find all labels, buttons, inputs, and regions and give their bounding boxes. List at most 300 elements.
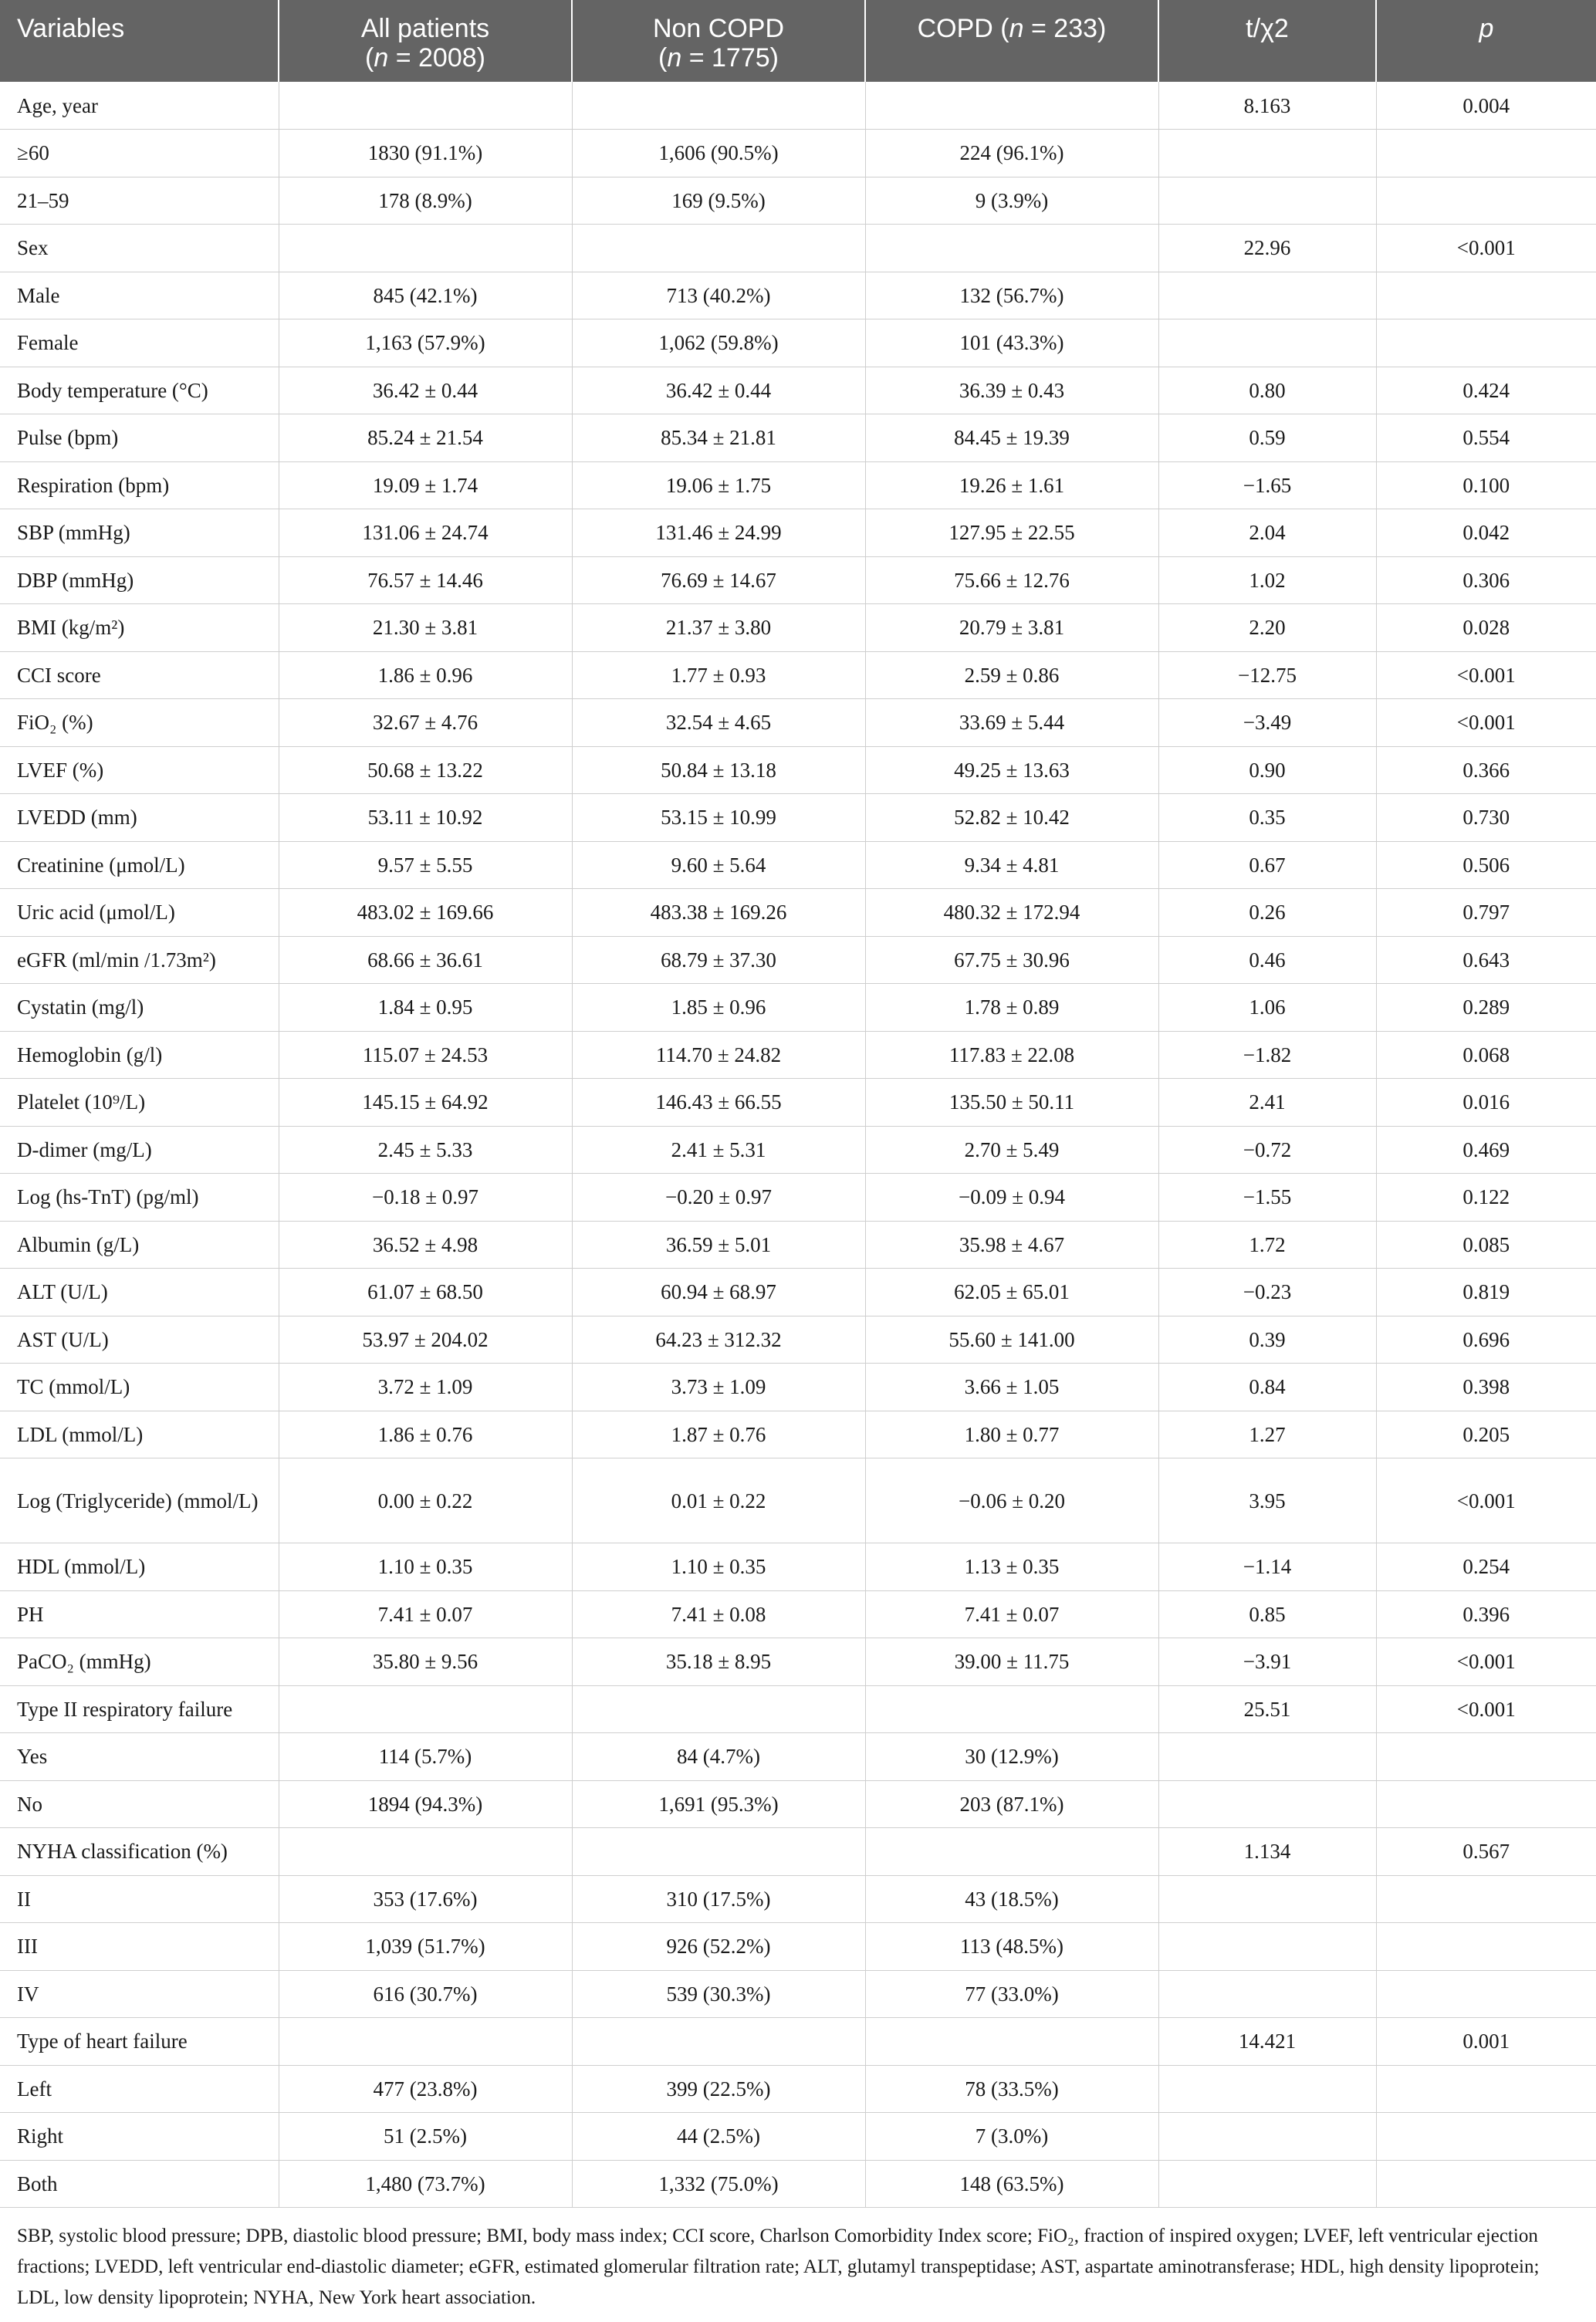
cell-statistic: 0.46 — [1158, 936, 1376, 984]
cell-statistic: 8.163 — [1158, 82, 1376, 130]
cell-all-patients — [279, 225, 572, 272]
cell-p-value: 0.016 — [1376, 1079, 1596, 1127]
table-row — [0, 1923, 1596, 1971]
table-row — [0, 414, 1596, 462]
cell-non-copd: 44 (2.5%) — [572, 2113, 865, 2161]
cell-variable: Right — [0, 2113, 279, 2161]
cell-all-patients: 19.09 ± 1.74 — [279, 461, 572, 509]
cell-all-patients: 50.68 ± 13.22 — [279, 746, 572, 794]
cell-statistic — [1158, 319, 1376, 367]
table-row — [0, 841, 1596, 889]
cell-statistic: 1.72 — [1158, 1221, 1376, 1269]
cell-p-value: 0.424 — [1376, 367, 1596, 414]
cell-variable: Creatinine (μmol/L) — [0, 841, 279, 889]
cell-variable: Log (Triglyceride) (mmol/L) — [0, 1458, 279, 1543]
cell-copd: 224 (96.1%) — [865, 130, 1158, 177]
cell-all-patients — [279, 2018, 572, 2066]
cell-all-patients: 115.07 ± 24.53 — [279, 1031, 572, 1079]
cell-variable: Respiration (bpm) — [0, 461, 279, 509]
table-row — [0, 746, 1596, 794]
cell-non-copd: 76.69 ± 14.67 — [572, 556, 865, 604]
table-header-row — [0, 0, 1596, 82]
table-row — [0, 1174, 1596, 1222]
cell-copd: 113 (48.5%) — [865, 1923, 1158, 1971]
cell-all-patients: 1894 (94.3%) — [279, 1780, 572, 1828]
cell-variable: BMI (kg/m²) — [0, 604, 279, 652]
cell-statistic: 0.39 — [1158, 1316, 1376, 1364]
cell-non-copd: 32.54 ± 4.65 — [572, 699, 865, 747]
header-p-value — [1376, 0, 1596, 82]
cell-copd: 2.59 ± 0.86 — [865, 651, 1158, 699]
header-non-n-label: n — [667, 43, 682, 73]
table-row — [0, 556, 1596, 604]
cell-all-patients: 2.45 ± 5.33 — [279, 1126, 572, 1174]
cell-variable: SBP (mmHg) — [0, 509, 279, 557]
cell-non-copd: 19.06 ± 1.75 — [572, 461, 865, 509]
cell-p-value: 0.001 — [1376, 2018, 1596, 2066]
cell-p-value — [1376, 1780, 1596, 1828]
cell-copd — [865, 225, 1158, 272]
cell-non-copd: 1,691 (95.3%) — [572, 1780, 865, 1828]
cell-non-copd: 64.23 ± 312.32 — [572, 1316, 865, 1364]
cell-all-patients: 145.15 ± 64.92 — [279, 1079, 572, 1127]
cell-all-patients: 353 (17.6%) — [279, 1875, 572, 1923]
cell-all-patients — [279, 1828, 572, 1876]
cell-statistic: 1.06 — [1158, 984, 1376, 1032]
cell-copd: 1.78 ± 0.89 — [865, 984, 1158, 1032]
cell-non-copd: 50.84 ± 13.18 — [572, 746, 865, 794]
cell-variable: PH — [0, 1590, 279, 1638]
table-row — [0, 1316, 1596, 1364]
cell-statistic: 0.26 — [1158, 889, 1376, 937]
cell-variable: Type of heart failure — [0, 2018, 279, 2066]
cell-variable: Uric acid (μmol/L) — [0, 889, 279, 937]
cell-statistic — [1158, 2065, 1376, 2113]
cell-p-value: 0.730 — [1376, 794, 1596, 842]
cell-copd: 20.79 ± 3.81 — [865, 604, 1158, 652]
cell-statistic: 2.04 — [1158, 509, 1376, 557]
cell-all-patients: 114 (5.7%) — [279, 1733, 572, 1781]
cell-non-copd: 36.42 ± 0.44 — [572, 367, 865, 414]
cell-variable: AST (U/L) — [0, 1316, 279, 1364]
header-all-title: All patients — [360, 14, 490, 43]
cell-statistic: 0.80 — [1158, 367, 1376, 414]
cell-copd: 62.05 ± 65.01 — [865, 1269, 1158, 1316]
cell-p-value: <0.001 — [1376, 699, 1596, 747]
cell-copd: 84.45 ± 19.39 — [865, 414, 1158, 462]
cell-p-value: 0.398 — [1376, 1364, 1596, 1411]
cell-non-copd: 0.01 ± 0.22 — [572, 1458, 865, 1543]
cell-p-value: 0.068 — [1376, 1031, 1596, 1079]
cell-p-value: 0.100 — [1376, 461, 1596, 509]
table-row — [0, 1221, 1596, 1269]
cell-variable: Cystatin (mg/l) — [0, 984, 279, 1032]
cell-p-value — [1376, 272, 1596, 319]
cell-copd: 52.82 ± 10.42 — [865, 794, 1158, 842]
table-row — [0, 2065, 1596, 2113]
cell-non-copd — [572, 1828, 865, 1876]
header-copd-title: COPD ( — [917, 14, 1009, 43]
cell-copd: 148 (63.5%) — [865, 2160, 1158, 2208]
cell-statistic: −1.14 — [1158, 1543, 1376, 1591]
cell-statistic: 2.20 — [1158, 604, 1376, 652]
cell-variable: CCI score — [0, 651, 279, 699]
cell-p-value: 0.506 — [1376, 841, 1596, 889]
cell-variable: Albumin (g/L) — [0, 1221, 279, 1269]
table-row — [0, 604, 1596, 652]
table-row — [0, 1685, 1596, 1733]
table-row — [0, 1458, 1596, 1543]
cell-all-patients: 131.06 ± 24.74 — [279, 509, 572, 557]
header-statistic — [1158, 0, 1376, 82]
cell-non-copd — [572, 225, 865, 272]
cell-non-copd: 68.79 ± 37.30 — [572, 936, 865, 984]
table-row — [0, 177, 1596, 225]
cell-all-patients: 32.67 ± 4.76 — [279, 699, 572, 747]
cell-p-value: 0.554 — [1376, 414, 1596, 462]
cell-p-value: 0.205 — [1376, 1411, 1596, 1458]
table-row — [0, 936, 1596, 984]
cell-copd: 3.66 ± 1.05 — [865, 1364, 1158, 1411]
header-variables-label: Variables — [17, 14, 125, 43]
cell-p-value — [1376, 2113, 1596, 2161]
table-row — [0, 651, 1596, 699]
cell-copd: 78 (33.5%) — [865, 2065, 1158, 2113]
cell-non-copd: 85.34 ± 21.81 — [572, 414, 865, 462]
cell-all-patients: 483.02 ± 169.66 — [279, 889, 572, 937]
cell-non-copd: 36.59 ± 5.01 — [572, 1221, 865, 1269]
cell-all-patients — [279, 1685, 572, 1733]
cell-copd: 19.26 ± 1.61 — [865, 461, 1158, 509]
cell-non-copd: 146.43 ± 66.55 — [572, 1079, 865, 1127]
cell-statistic: 0.90 — [1158, 746, 1376, 794]
cell-p-value: 0.797 — [1376, 889, 1596, 937]
cell-statistic — [1158, 1875, 1376, 1923]
cell-variable: Log (hs-TnT) (pg/ml) — [0, 1174, 279, 1222]
cell-all-patients: 7.41 ± 0.07 — [279, 1590, 572, 1638]
table-body — [0, 82, 1596, 2208]
cell-statistic: 0.85 — [1158, 1590, 1376, 1638]
table-row — [0, 1411, 1596, 1458]
cell-all-patients: 1,039 (51.7%) — [279, 1923, 572, 1971]
cell-all-patients: 85.24 ± 21.54 — [279, 414, 572, 462]
cell-statistic — [1158, 1780, 1376, 1828]
cell-non-copd: 131.46 ± 24.99 — [572, 509, 865, 557]
cell-non-copd: 3.73 ± 1.09 — [572, 1364, 865, 1411]
cell-copd: 7.41 ± 0.07 — [865, 1590, 1158, 1638]
cell-copd: 7 (3.0%) — [865, 2113, 1158, 2161]
table-row — [0, 1970, 1596, 2018]
cell-variable: Hemoglobin (g/l) — [0, 1031, 279, 1079]
cell-copd: 36.39 ± 0.43 — [865, 367, 1158, 414]
cell-all-patients: 68.66 ± 36.61 — [279, 936, 572, 984]
cell-copd: 117.83 ± 22.08 — [865, 1031, 1158, 1079]
header-all-n-value: = 2008) — [388, 43, 485, 73]
cell-all-patients: 1.84 ± 0.95 — [279, 984, 572, 1032]
cell-all-patients: 1.86 ± 0.96 — [279, 651, 572, 699]
cell-non-copd: 53.15 ± 10.99 — [572, 794, 865, 842]
cell-variable: Body temperature (°C) — [0, 367, 279, 414]
cell-statistic — [1158, 130, 1376, 177]
cell-variable: Sex — [0, 225, 279, 272]
cell-copd: 30 (12.9%) — [865, 1733, 1158, 1781]
cell-all-patients: 178 (8.9%) — [279, 177, 572, 225]
cell-non-copd: −0.20 ± 0.97 — [572, 1174, 865, 1222]
cell-non-copd: 60.94 ± 68.97 — [572, 1269, 865, 1316]
cell-copd: 132 (56.7%) — [865, 272, 1158, 319]
cell-statistic: 2.41 — [1158, 1079, 1376, 1127]
cell-p-value — [1376, 319, 1596, 367]
cell-copd: 35.98 ± 4.67 — [865, 1221, 1158, 1269]
cell-all-patients: 9.57 ± 5.55 — [279, 841, 572, 889]
cell-variable: LVEDD (mm) — [0, 794, 279, 842]
cell-statistic: 0.59 — [1158, 414, 1376, 462]
table-row — [0, 1638, 1596, 1686]
cell-non-copd: 1.85 ± 0.96 — [572, 984, 865, 1032]
header-statistic-label: t/χ2 — [1246, 14, 1289, 43]
cell-variable: Left — [0, 2065, 279, 2113]
cell-p-value: 0.366 — [1376, 746, 1596, 794]
cell-variable: Age, year — [0, 82, 279, 130]
cell-all-patients: 53.97 ± 204.02 — [279, 1316, 572, 1364]
table-row — [0, 130, 1596, 177]
cell-p-value — [1376, 1733, 1596, 1781]
cell-all-patients: 61.07 ± 68.50 — [279, 1269, 572, 1316]
cell-copd: 135.50 ± 50.11 — [865, 1079, 1158, 1127]
cell-all-patients: 1.10 ± 0.35 — [279, 1543, 572, 1591]
cell-non-copd: 1,062 (59.8%) — [572, 319, 865, 367]
cell-non-copd: 9.60 ± 5.64 — [572, 841, 865, 889]
cell-copd — [865, 82, 1158, 130]
table-row — [0, 225, 1596, 272]
cell-p-value: <0.001 — [1376, 1638, 1596, 1686]
cell-all-patients — [279, 82, 572, 130]
table-row — [0, 509, 1596, 557]
header-non-n-value: = 1775) — [681, 43, 779, 73]
cell-statistic: 1.134 — [1158, 1828, 1376, 1876]
cell-copd: 9 (3.9%) — [865, 177, 1158, 225]
table-row — [0, 1126, 1596, 1174]
cell-statistic — [1158, 272, 1376, 319]
cell-copd: 1.13 ± 0.35 — [865, 1543, 1158, 1591]
cell-variable: Type II respiratory failure — [0, 1685, 279, 1733]
cell-non-copd — [572, 1685, 865, 1733]
table-row — [0, 1031, 1596, 1079]
cell-copd: 203 (87.1%) — [865, 1780, 1158, 1828]
cell-p-value: 0.643 — [1376, 936, 1596, 984]
cell-statistic: 0.84 — [1158, 1364, 1376, 1411]
cell-variable: PaCO₂ (mmHg) — [0, 1638, 279, 1686]
cell-p-value: 0.004 — [1376, 82, 1596, 130]
table-footnote: SBP, systolic blood pressure; DPB, diastolic blood pressure; BMI, body mass index; CCI score, Charlson Comorbidity Index score; FiO₂, fraction of inspired oxygen; LVEF, left ventricular ejection fractions; LVEDD, left ventricular end-diastolic diameter; eGFR, estimated glomerular filtration rate; ALT, glutamyl transpeptidase; AST, aspartate aminotransferase; HDL, high density lipoprotein; LDL, low density lipoprotein; NYHA, New York heart association. — [17, 2226, 1540, 2308]
cell-variable: Platelet (10⁹/L) — [0, 1079, 279, 1127]
cell-statistic — [1158, 177, 1376, 225]
table-row — [0, 319, 1596, 367]
cell-all-patients: 51 (2.5%) — [279, 2113, 572, 2161]
table-row — [0, 794, 1596, 842]
cell-copd: 127.95 ± 22.55 — [865, 509, 1158, 557]
table-row — [0, 461, 1596, 509]
table-row — [0, 1590, 1596, 1638]
cell-p-value — [1376, 130, 1596, 177]
cell-copd: −0.06 ± 0.20 — [865, 1458, 1158, 1543]
cell-all-patients: −0.18 ± 0.97 — [279, 1174, 572, 1222]
cell-copd: 77 (33.0%) — [865, 1970, 1158, 2018]
cell-variable: Yes — [0, 1733, 279, 1781]
table-row — [0, 699, 1596, 747]
header-copd-n-value: = 233) — [1023, 14, 1107, 43]
cell-variable: Female — [0, 319, 279, 367]
cell-copd: 2.70 ± 5.49 — [865, 1126, 1158, 1174]
cell-p-value: <0.001 — [1376, 651, 1596, 699]
table-row — [0, 1364, 1596, 1411]
cell-variable: IV — [0, 1970, 279, 2018]
cell-all-patients: 477 (23.8%) — [279, 2065, 572, 2113]
cell-p-value: 0.122 — [1376, 1174, 1596, 1222]
cell-p-value — [1376, 177, 1596, 225]
table-row — [0, 1269, 1596, 1316]
cell-non-copd: 539 (30.3%) — [572, 1970, 865, 2018]
cell-copd: 67.75 ± 30.96 — [865, 936, 1158, 984]
cell-variable: Pulse (bpm) — [0, 414, 279, 462]
cell-variable: Both — [0, 2160, 279, 2208]
table-row — [0, 367, 1596, 414]
header-all-patients: All patients (n = 2008) — [279, 0, 572, 82]
cell-non-copd: 399 (22.5%) — [572, 2065, 865, 2113]
cell-copd: 480.32 ± 172.94 — [865, 889, 1158, 937]
cell-variable: TC (mmol/L) — [0, 1364, 279, 1411]
cell-variable: III — [0, 1923, 279, 1971]
table-row — [0, 2113, 1596, 2161]
header-all-n-label: n — [374, 43, 389, 73]
cell-statistic: 22.96 — [1158, 225, 1376, 272]
cell-non-copd: 2.41 ± 5.31 — [572, 1126, 865, 1174]
cell-copd: 43 (18.5%) — [865, 1875, 1158, 1923]
cell-all-patients: 36.42 ± 0.44 — [279, 367, 572, 414]
cell-p-value: 0.085 — [1376, 1221, 1596, 1269]
cell-variable: ≥60 — [0, 130, 279, 177]
cell-non-copd — [572, 82, 865, 130]
cell-copd: 55.60 ± 141.00 — [865, 1316, 1158, 1364]
table-row — [0, 2160, 1596, 2208]
header-variables — [0, 0, 279, 82]
cell-copd: 1.80 ± 0.77 — [865, 1411, 1158, 1458]
cell-non-copd: 1,332 (75.0%) — [572, 2160, 865, 2208]
cell-p-value — [1376, 1923, 1596, 1971]
cell-non-copd: 169 (9.5%) — [572, 177, 865, 225]
cell-statistic: 3.95 — [1158, 1458, 1376, 1543]
table-row — [0, 1543, 1596, 1591]
table-row — [0, 984, 1596, 1032]
cell-non-copd: 114.70 ± 24.82 — [572, 1031, 865, 1079]
cell-variable: ALT (U/L) — [0, 1269, 279, 1316]
cell-variable: 21–59 — [0, 177, 279, 225]
table-row — [0, 1780, 1596, 1828]
table-row — [0, 2018, 1596, 2066]
cell-p-value: <0.001 — [1376, 225, 1596, 272]
cell-non-copd: 1.87 ± 0.76 — [572, 1411, 865, 1458]
cell-p-value: 0.306 — [1376, 556, 1596, 604]
cell-all-patients: 1830 (91.1%) — [279, 130, 572, 177]
cell-statistic: 25.51 — [1158, 1685, 1376, 1733]
cell-statistic — [1158, 2113, 1376, 2161]
cell-copd: 9.34 ± 4.81 — [865, 841, 1158, 889]
cell-p-value — [1376, 1875, 1596, 1923]
cell-non-copd: 310 (17.5%) — [572, 1875, 865, 1923]
cell-statistic: −1.82 — [1158, 1031, 1376, 1079]
cell-p-value: <0.001 — [1376, 1685, 1596, 1733]
cell-variable: II — [0, 1875, 279, 1923]
cell-variable: LDL (mmol/L) — [0, 1411, 279, 1458]
cell-statistic — [1158, 1970, 1376, 2018]
cell-all-patients: 21.30 ± 3.81 — [279, 604, 572, 652]
cell-p-value: 0.042 — [1376, 509, 1596, 557]
cell-non-copd: 1.10 ± 0.35 — [572, 1543, 865, 1591]
cell-non-copd — [572, 2018, 865, 2066]
cell-non-copd: 7.41 ± 0.08 — [572, 1590, 865, 1638]
cell-copd: −0.09 ± 0.94 — [865, 1174, 1158, 1222]
cell-variable: HDL (mmol/L) — [0, 1543, 279, 1591]
cell-variable: DBP (mmHg) — [0, 556, 279, 604]
cell-all-patients: 1,480 (73.7%) — [279, 2160, 572, 2208]
cell-variable: LVEF (%) — [0, 746, 279, 794]
cell-p-value: 0.396 — [1376, 1590, 1596, 1638]
cell-copd: 33.69 ± 5.44 — [865, 699, 1158, 747]
table-row — [0, 272, 1596, 319]
cell-statistic: −0.23 — [1158, 1269, 1376, 1316]
cell-p-value: 0.819 — [1376, 1269, 1596, 1316]
cell-all-patients: 845 (42.1%) — [279, 272, 572, 319]
cell-p-value: <0.001 — [1376, 1458, 1596, 1543]
cell-non-copd: 84 (4.7%) — [572, 1733, 865, 1781]
table-row — [0, 1875, 1596, 1923]
cell-variable: FiO₂ (%) — [0, 699, 279, 747]
cell-non-copd: 926 (52.2%) — [572, 1923, 865, 1971]
cell-variable: eGFR (ml/min /1.73m²) — [0, 936, 279, 984]
cell-non-copd: 35.18 ± 8.95 — [572, 1638, 865, 1686]
cell-variable: NYHA classification (%) — [0, 1828, 279, 1876]
header-p-label: p — [1479, 14, 1494, 43]
cell-statistic: −3.49 — [1158, 699, 1376, 747]
table-row — [0, 1733, 1596, 1781]
table-row — [0, 889, 1596, 937]
cell-statistic: −0.72 — [1158, 1126, 1376, 1174]
cell-p-value: 0.696 — [1376, 1316, 1596, 1364]
cell-all-patients: 53.11 ± 10.92 — [279, 794, 572, 842]
cell-statistic — [1158, 2160, 1376, 2208]
cell-copd: 75.66 ± 12.76 — [865, 556, 1158, 604]
table-row — [0, 82, 1596, 130]
cell-all-patients: 3.72 ± 1.09 — [279, 1364, 572, 1411]
cell-non-copd: 1.77 ± 0.93 — [572, 651, 865, 699]
cell-non-copd: 713 (40.2%) — [572, 272, 865, 319]
cell-statistic: 0.67 — [1158, 841, 1376, 889]
cell-copd — [865, 1685, 1158, 1733]
cell-variable: Male — [0, 272, 279, 319]
cell-statistic: −3.91 — [1158, 1638, 1376, 1686]
cell-all-patients: 1.86 ± 0.76 — [279, 1411, 572, 1458]
cell-copd: 49.25 ± 13.63 — [865, 746, 1158, 794]
header-copd — [865, 0, 1158, 82]
cell-all-patients: 36.52 ± 4.98 — [279, 1221, 572, 1269]
cell-p-value: 0.289 — [1376, 984, 1596, 1032]
cell-copd — [865, 2018, 1158, 2066]
cell-copd: 101 (43.3%) — [865, 319, 1158, 367]
cell-copd — [865, 1828, 1158, 1876]
cell-all-patients: 1,163 (57.9%) — [279, 319, 572, 367]
cell-statistic: 0.35 — [1158, 794, 1376, 842]
cell-statistic: 14.421 — [1158, 2018, 1376, 2066]
